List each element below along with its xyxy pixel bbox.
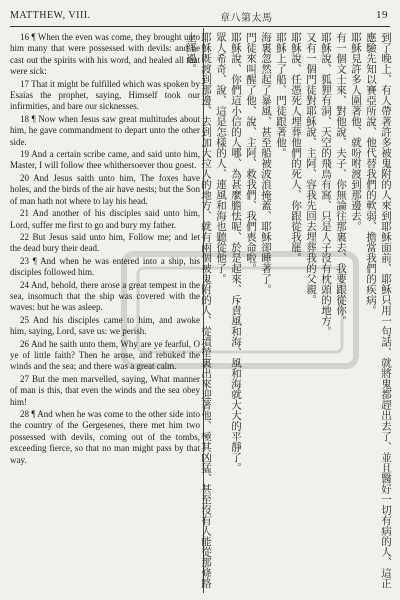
chinese-verse: 耶穌說、任憑死人埋葬他們的死人、你跟從我罷。	[290, 32, 302, 263]
page-number: 19	[376, 9, 388, 21]
english-verse: 20 And Jesus saith unto him, The foxes have holes, and the birds of the air have nests; but the Son of man hath not where to lay his head.	[10, 172, 200, 206]
english-verse: 16 ¶ When the even was come, they brought unto him many that were possessed with devils: and he cast out the spirits with his word, and healed all that were sick:	[10, 32, 200, 77]
english-verse: 23 ¶ And when he was entered into a ship, his disciples followed him.	[10, 255, 200, 278]
chinese-verse: 眾人希奇、說、這是怎樣的人、連風和海也聽從他了。	[215, 32, 227, 284]
chinese-verse: 又有一個門徒對耶穌說、主阿、容我先回去埋葬我的父親。	[305, 32, 317, 305]
english-verse: 26 And he saith unto them, Why are ye fearful, O ye of little faith? Then he arose, and rebuked the winds and the sea; and there was a great calm.	[10, 338, 200, 372]
chinese-verse: 耶穌說、你們這小信的人哪、為甚麼膽怯呢、於是起來、斥責風和海、風和海就大大的平靜了。	[230, 32, 242, 473]
english-verse: 27 But the men marvelled, saying, What manner of man is this, that even the winds and the sea obey him!	[10, 373, 200, 407]
english-verse: 21 And another of his disciples said unto him, Lord, suffer me first to go and bury my father.	[10, 208, 200, 230]
english-verse: 24 And, behold, there arose a great tempest in the sea, insomuch that the ship was covered with the waves: but he was asleep.	[10, 279, 200, 313]
english-verse: 18 ¶ Now when Jesus saw great multitudes about him, he gave commandment to depart unto the other side.	[10, 113, 200, 147]
chinese-verse: 到了晚上、有人帶著許多被鬼附的人來到耶穌面前、耶穌只用一句話、就將鬼都趕出去了、並且醫好一切有病的人、這正應驗先知以賽亞所說、他代替我們的軟弱、擔當我們的疾病。	[365, 32, 392, 589]
chinese-text-column	[185, 32, 393, 592]
english-verse: 28 ¶ And when he was come to the other side into the country of the Gergesenes, there met him two possessed with devils, coming out of the tombs, exceeding fierce, so that no man might pass by that way.	[10, 409, 200, 465]
chinese-verse: 門徒來叫醒了他、說、主阿、救我們、我們喪命啦。	[245, 32, 257, 274]
chinese-verse: 耶穌既渡到那邊、去到加大拉人的地方、就有兩個被鬼附的人、從墳塋裏出來迎著他、極其凶猛、甚至沒有人能從那條路上經過。	[185, 32, 212, 589]
chinese-verse: 海裏忽然起了暴風、甚至船被波浪掩蓋、耶穌卻睡著了。	[260, 32, 272, 295]
english-text-column	[10, 32, 200, 592]
english-verse: 22 But Jesus said unto him, Follow me; and let the dead bury their dead.	[10, 231, 200, 254]
english-verse: 25 And his disciples came to him, and awoke him, saying, Lord, save us: we perish.	[10, 314, 200, 337]
chinese-verse: 有一個文士來、對他說、夫子、你無論往那裏去、我要跟從你。	[335, 32, 347, 326]
chinese-verse: 耶穌見許多人圍著他、就吩咐渡到那邊去。	[350, 32, 362, 232]
book-chapter-chinese: 章八第太馬	[220, 13, 273, 24]
chinese-verse: 耶穌上了船、門徒跟著他。	[275, 32, 287, 158]
header-rule	[10, 26, 390, 27]
book-chapter-english: MATTHEW, VIII.	[10, 10, 91, 21]
english-verse: 19 And a certain scribe came, and said unto him, Master, I will follow thee whithersoever thou goest.	[10, 149, 200, 171]
chinese-verse: 耶穌說、狐狸有洞、天空的飛鳥有窩、只是人子沒有枕頭的地方。	[320, 32, 332, 337]
page-header	[10, 8, 388, 26]
english-verse: 17 That it might be fulfilled which was spoken by Esaias the prophet, saying, Himself took our infirmities, and bare our sicknesses.	[10, 78, 200, 112]
